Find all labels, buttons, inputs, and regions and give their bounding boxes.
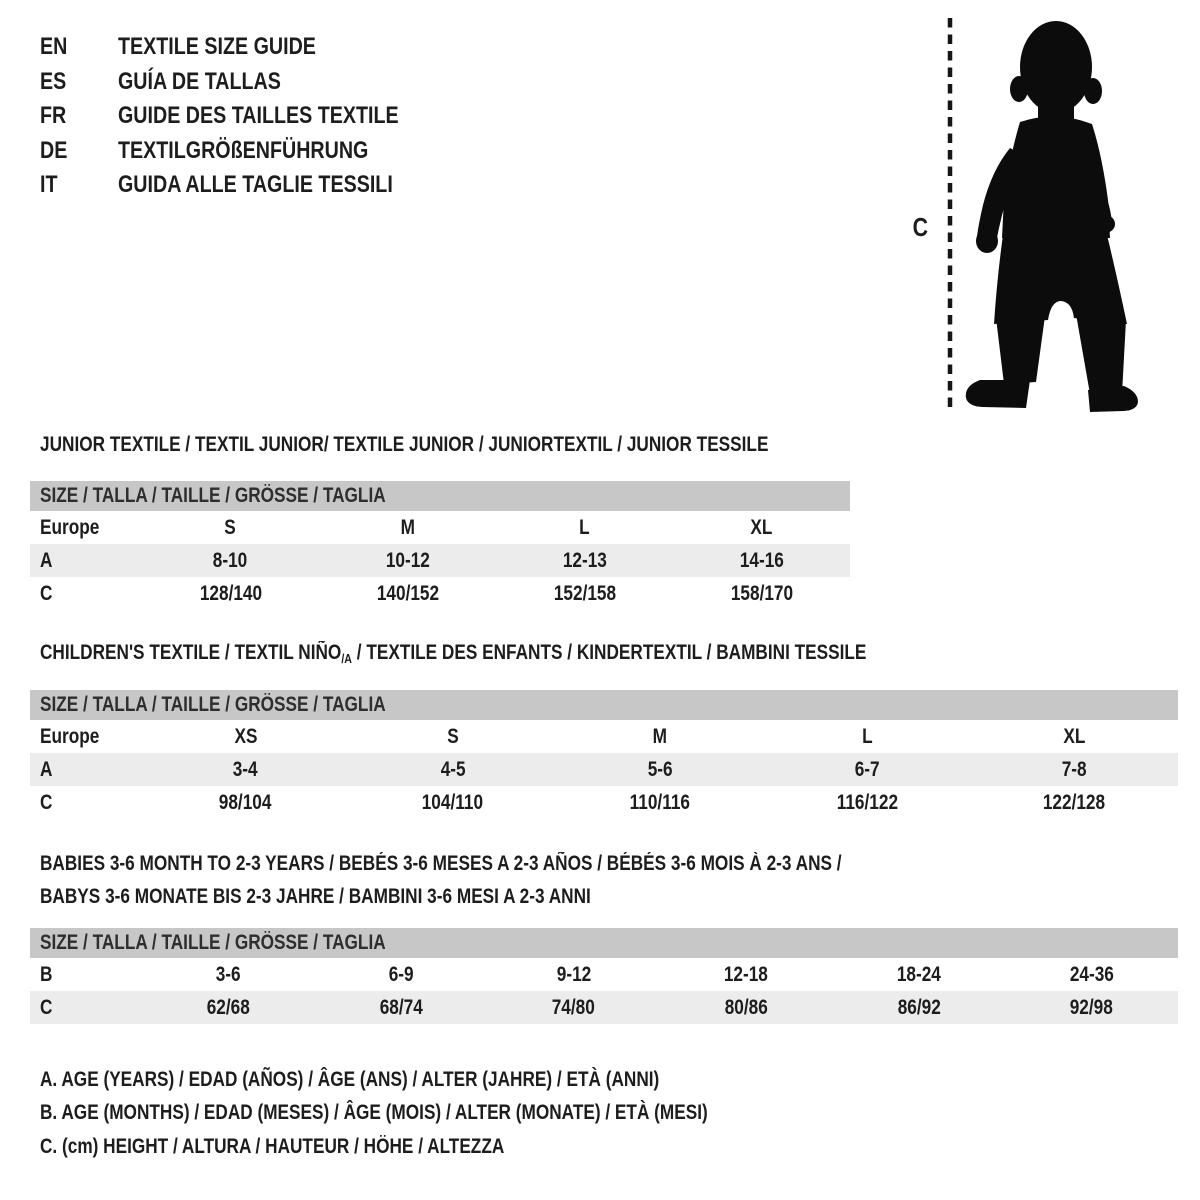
junior-section-title: JUNIOR TEXTILE / TEXTIL JUNIOR/ TEXTILE JUNIOR / JUNIORTEXTIL / JUNIOR TESSILE [40, 433, 769, 456]
table-row: Europe XS S M L XL [30, 720, 1178, 753]
row-label: Europe [40, 515, 100, 539]
table-row: A 8-10 10-12 12-13 14-16 [30, 544, 850, 577]
language-title-list [40, 30, 460, 203]
junior-size-header-bar: SIZE / TALLA / TAILLE / GRÖSSE / TAGLIA [30, 481, 850, 511]
row-label: A [40, 548, 53, 572]
table-row: A 3-4 4-5 5-6 6-7 7-8 [30, 753, 1178, 786]
language-row-it [40, 168, 460, 203]
language-code: IT [40, 171, 58, 199]
table-row: C 128/140 140/152 152/158 158/170 [30, 577, 850, 610]
legend-line-a: A. AGE (YEARS) / EDAD (AÑOS) / ÂGE (ANS) / ALTER (JAHRE) / ETÀ (ANNI) [40, 1067, 660, 1091]
measure-legend [40, 1063, 854, 1164]
row-label: Europe [40, 724, 100, 748]
legend-line-b: B. AGE (MONTHS) / EDAD (MESES) / ÂGE (MOIS) / ALTER (MONATE) / ETÀ (MESI) [40, 1101, 708, 1125]
language-row-es [40, 65, 460, 100]
guide-title-fr: GUIDE DES TAILLES TEXTILE [118, 102, 399, 130]
legend-line-c: C. (cm) HEIGHT / ALTURA / HAUTEUR / HÖHE / ALTEZZA [40, 1134, 505, 1158]
row-label: A [40, 757, 53, 781]
babies-section-title: BABIES 3-6 MONTH TO 2-3 YEARS / BEBÉS 3-6 MESES A 2-3 AÑOS / BÉBÉS 3-6 MOIS À 2-3 ANS / BABYS 3-6 MONATE BIS 2-3 JAHRE / BAMBINI 3-6 MESI A 2-3 ANNI [40, 852, 842, 908]
guide-title-en: TEXTILE SIZE GUIDE [118, 33, 316, 61]
row-label: C [40, 995, 53, 1019]
table-row: C 98/104 104/110 110/116 116/122 122/128 [30, 786, 1178, 819]
language-row-de [40, 134, 460, 169]
babies-size-header-bar: SIZE / TALLA / TAILLE / GRÖSSE / TAGLIA [30, 928, 1178, 958]
language-row-en [40, 30, 460, 65]
table-row: Europe S M L XL [30, 511, 850, 544]
junior-size-table [30, 481, 850, 610]
language-code: DE [40, 136, 68, 164]
babies-size-table [30, 928, 1178, 1024]
guide-title-it: GUIDA ALLE TAGLIE TESSILI [118, 171, 393, 199]
language-code: EN [40, 33, 68, 61]
row-label: B [40, 962, 53, 986]
language-row-fr [40, 99, 460, 134]
nino-a-subscript: /A [341, 651, 352, 666]
toddler-silhouette-illustration [900, 10, 1140, 430]
table-row: C 62/68 68/74 74/80 80/86 86/92 92/98 [30, 991, 1178, 1024]
guide-title-de: TEXTILGRÖßENFÜHRUNG [118, 136, 369, 164]
children-size-header-bar: SIZE / TALLA / TAILLE / GRÖSSE / TAGLIA [30, 690, 1178, 720]
language-code: ES [40, 67, 67, 95]
table-row: B 3-6 6-9 9-12 12-18 18-24 24-36 [30, 958, 1178, 991]
language-code: FR [40, 102, 67, 130]
height-measure-label: C [912, 212, 929, 242]
children-section-title: CHILDREN'S TEXTILE / TEXTIL NIÑO/A / TEXTILE DES ENFANTS / KINDERTEXTIL / BAMBINI TESSILE [40, 641, 867, 666]
toddler-silhouette-shape [966, 21, 1138, 412]
row-label: C [40, 581, 53, 605]
guide-title-es: GUÍA DE TALLAS [118, 67, 281, 95]
children-size-table [30, 690, 1178, 819]
row-label: C [40, 790, 53, 814]
